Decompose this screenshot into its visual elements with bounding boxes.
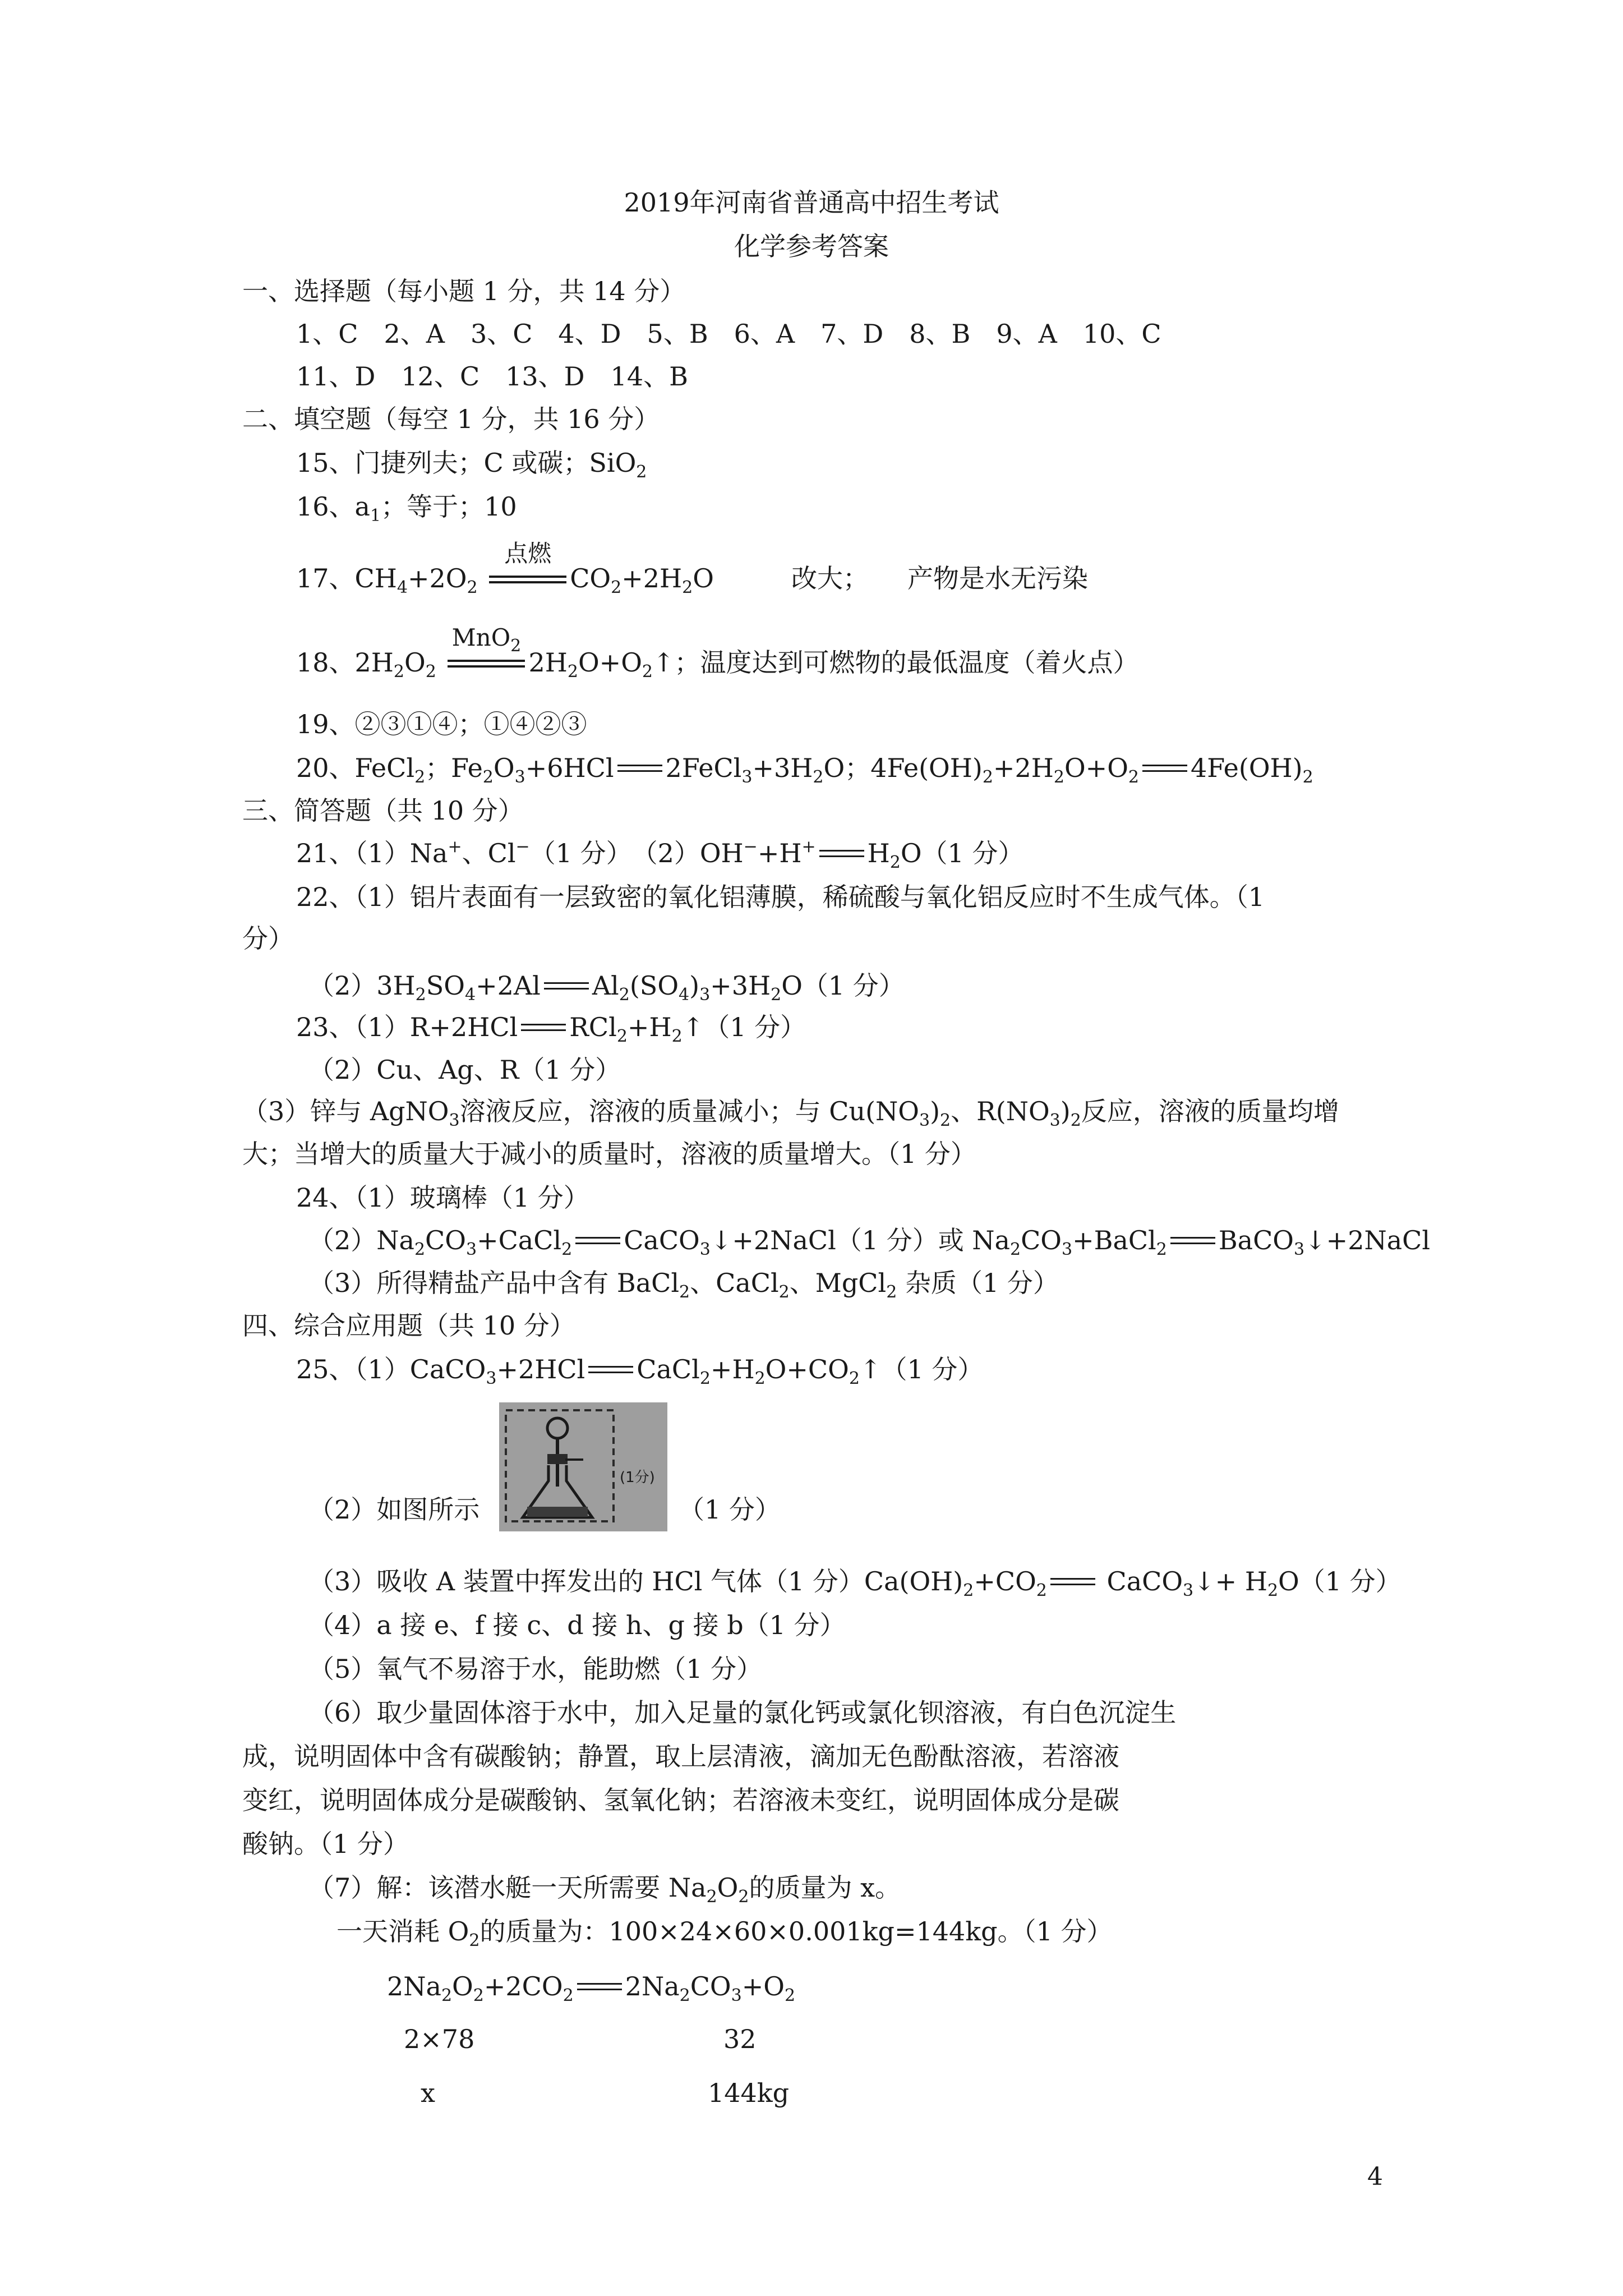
equation-line: $2Na_2O_2+2CO_2$ $2Na_2CO_3+O_2$: [387, 1969, 795, 2004]
section-heading: 一、选择题（每小题 1 分，共 14 分）: [242, 276, 686, 306]
ratio-value: 32: [723, 2024, 757, 2054]
equation-line: $(2)Na_2CO_3+CaCl_2$ CaCO$_3$↓ +2NaCl（1 分）或 $Na_2CO_3+BaCl_2$ BaCO$_3$↓ +2NaCl: [308, 1223, 1430, 1258]
section-heading: 二、填空题（每空 1 分，共 16 分）: [242, 404, 660, 434]
equation-line: （3）吸收 A 装置中挥发出的 HCl 气体（1 分）$Ca(OH)_2+CO_2$ CaCO$_3$↓ + $H_2O(1$ 分）: [308, 1564, 1401, 1599]
answer-text: 15、门捷列夫；C 或碳；SiO: [296, 448, 637, 478]
equation-line: 25、（1）CaCO$_3$+2HCl $CaCl_2+H_2O+CO_2↑$ （1 分）: [296, 1352, 983, 1387]
reaction-condition: 点燃: [486, 561, 570, 596]
answer-line: （3）所得精盐产品中含有 BaCl$_2$、CaCl$_2$、MgCl$_2$ 杂质（1 分）: [308, 1268, 1059, 1302]
mc-answers-row-1: 1、C 2、A 3、C 4、D 5、B 6、A 7、D 8、B 9、A 10、C: [296, 319, 1161, 349]
ratio-value: x: [421, 2078, 435, 2108]
answer-line: （1 分）: [679, 1494, 781, 1525]
equation-line: 23、（1）R+2HCl $RCl_2+H_2↑$ （1 分）: [296, 1010, 806, 1045]
answer-line: （5）氧气不易溶于水，能助燃（1 分）: [308, 1654, 763, 1684]
ratio-value: 144kg: [708, 2078, 790, 2108]
answer-text: 18、2H: [296, 647, 394, 678]
answer-line: 19、②③①④；①④②③: [296, 709, 587, 739]
answer-line: [296, 445, 647, 480]
section-heading: 三、简答题（共 10 分）: [242, 795, 524, 826]
answer-line: 22、（1）铝片表面有一层致密的氧化铝薄膜，稀硫酸与氧化铝反应时不生成气体。（1: [296, 882, 1265, 912]
page-subtitle: 化学参考答案: [734, 231, 889, 261]
figure-score-label: (1分): [620, 1469, 655, 1486]
answer-text: ；温度达到可燃物的最低温度（着火点）: [674, 647, 1139, 678]
equation-line: 17、$CH_4+2O_2$ 点燃 $CO_2+2H_2O$ 改大； 产物是水无污染: [296, 540, 1088, 597]
reaction-condition: MnO$_2$: [444, 645, 528, 680]
answer-line: （2）Cu、Ag、R（1 分）: [308, 1055, 621, 1085]
flask-funnel-drawing: [499, 1402, 667, 1531]
subscript: 2: [636, 462, 647, 482]
answer-line: 大；当增大的质量大于减小的质量时，溶液的质量增大。（1 分）: [242, 1139, 976, 1169]
answer-line: （2）如图所示: [308, 1494, 480, 1525]
answer-line: 变红，说明固体成分是碳酸钠、氢氧化钠；若溶液未变红，说明固体成分是碳: [242, 1785, 1119, 1815]
answer-line: （7）解：该潜水艇一天所需要 $Na_2O_2$的质量为 x。: [308, 1872, 901, 1907]
answer-line: 21、（1）Na+、Cl−（1 分） （2）OH−+H+ $H_2O(1$ 分）: [296, 837, 1024, 872]
answer-text: 改大； 产物是水无污染: [791, 563, 1088, 593]
apparatus-figure: [499, 1402, 667, 1531]
equation-line: 20、FeCl$_2$；$Fe_2O_3+6HCl$ $2FeCl_3+3H_2O$；$4Fe(OH)_2+2H_2O+O_2$ $4Fe(OH)_2$: [296, 751, 1313, 785]
answer-line: 成，说明固体中含有碳酸钠；静置，取上层清液，滴加无色酚酞溶液，若溶液: [242, 1741, 1119, 1772]
mc-answers-row-2: 11、D 12、C 13、D 14、B: [296, 361, 688, 392]
answer-line: （6）取少量固体溶于水中，加入足量的氯化钙或氯化钡溶液，有白色沉淀生: [308, 1697, 1177, 1728]
answer-line: 24、（1）玻璃棒（1 分）: [296, 1182, 589, 1213]
answer-line: （3）锌与 AgNO$_3$溶液反应，溶液的质量减小；与 $Cu(NO_3)_2$、$R(NO_3)_2$反应，溶液的质量均增: [242, 1096, 1339, 1130]
equation-line: $(2)3H_2SO_4+2Al$ $Al_2(SO_4)_3+3H_2O(1$ 分）: [308, 968, 905, 1003]
answer-line: 酸钠。（1 分）: [242, 1829, 409, 1859]
answer-line: [296, 489, 517, 524]
answer-text: ；等于；10: [381, 491, 517, 522]
subscript: 1: [370, 506, 381, 526]
answer-line: 分）: [242, 923, 294, 954]
ratio-value: 2×78: [404, 2024, 475, 2054]
page-number: 4: [1367, 2162, 1383, 2191]
answer-text: 16、a: [296, 491, 370, 522]
answer-text: 17、CH: [296, 563, 397, 593]
section-heading: 四、综合应用题（共 10 分）: [242, 1310, 575, 1341]
equation-line: 18、$2H_2O_2$ MnO$_2$ $2H_2O+O_2↑$ ；温度达到可燃物的最低温度（着火点）: [296, 645, 1139, 680]
answer-line: 一天消耗 $O_2$的质量为：100×24×60×0.001kg=144kg。（1 分）: [336, 1916, 1113, 1950]
page-title: 2019年河南省普通高中招生考试: [624, 187, 999, 218]
answer-line: （4）a 接 e、f 接 c、d 接 h、g 接 b（1 分）: [308, 1610, 846, 1640]
answer-text: 20、FeCl: [296, 753, 415, 783]
